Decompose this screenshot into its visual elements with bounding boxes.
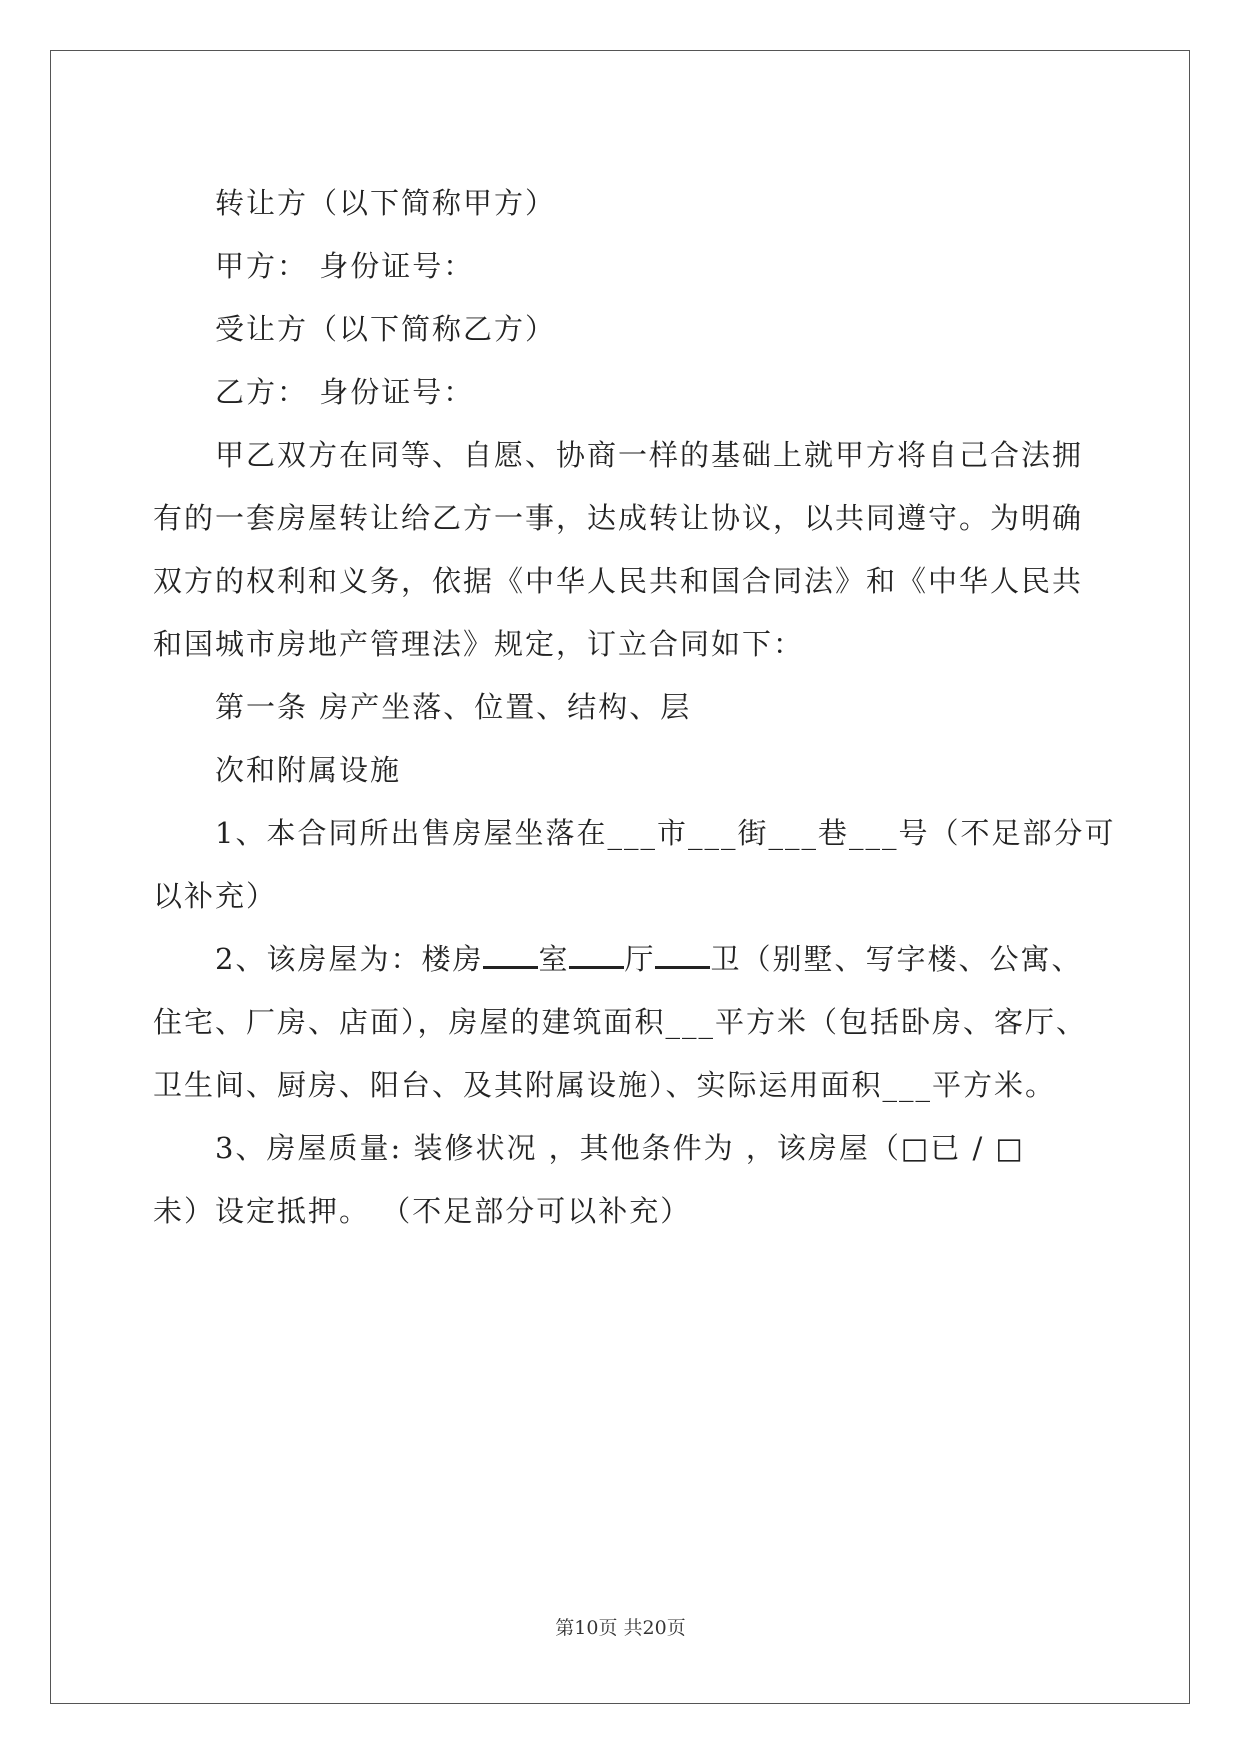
preamble-line-1: 甲乙双方在同等、自愿、协商一样的基础上就甲方将自己合法拥 [215,438,1084,472]
party-a-id-line: 甲方： 身份证号： [215,249,475,283]
blank-field [655,948,710,969]
page-number: 第10页 共20页 [555,1617,686,1639]
transferor-heading: 转让方（以下简称甲方） [215,186,557,220]
clause-2-part-4: 卫（别墅、写字楼、公寓、 [710,942,1083,976]
preamble-line-3: 双方的权利和义务，依据《中华人民共和国合同法》和《中华人民共 [153,564,1084,598]
blank-field [569,948,624,969]
article-one-heading-cont: 次和附属设施 [215,753,402,787]
clause-3-line-1: 3、房屋质量: 装修状况 ，其他条件为 ，该房屋（□已 / □ [215,1131,1025,1165]
party-b-id-line: 乙方： 身份证号： [215,375,475,409]
preamble-line-4: 和国城市房地产管理法》规定，订立合同如下： [153,627,805,661]
transferee-heading: 受让方（以下简称乙方） [215,312,557,346]
clause-2-line-2: 住宅、厂房、店面），房屋的建筑面积___平方米（包括卧房、客厅、 [153,1005,1088,1039]
preamble-line-2: 有的一套房屋转让给乙方一事，达成转让协议，以共同遵守。为明确 [153,501,1084,535]
article-one-heading: 第一条 房产坐落、位置、结构、层 [215,690,692,724]
clause-2-part-1: 2、该房屋为：楼房 [215,942,484,976]
clause-1-line-1: 1、本合同所出售房屋坐落在___市___街___巷___号（不足部分可 [215,816,1116,850]
blank-field [483,948,538,969]
clause-2-line-3: 卫生间、厨房、阳台、及其附属设施）、实际运用面积___平方米。 [153,1068,1057,1102]
clause-1-line-2: 以补充） [153,879,278,913]
document-body [153,160,1116,1255]
clause-2-part-2: 室 [538,942,570,976]
clause-3-line-2: 未）设定抵押。 （不足部分可以补充） [153,1194,692,1228]
clause-2-part-3: 厅 [624,942,656,976]
